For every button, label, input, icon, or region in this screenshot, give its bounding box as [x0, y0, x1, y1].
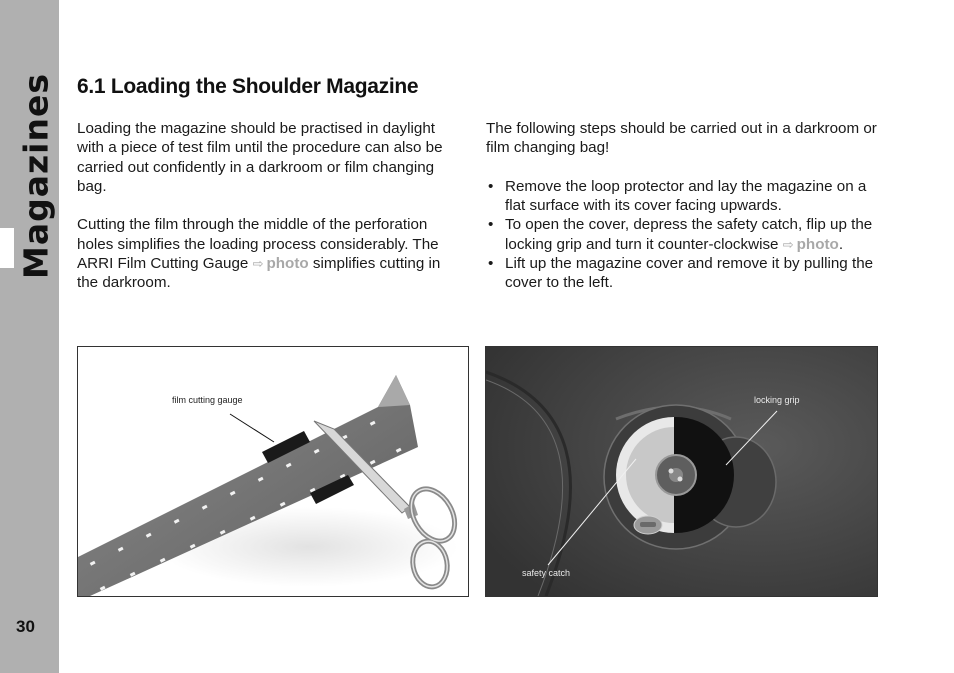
section-title: Magazines	[16, 72, 56, 280]
film-cutting-photo	[77, 346, 469, 597]
photo-reference-link[interactable]	[783, 236, 839, 253]
page-number: 30	[16, 617, 35, 636]
list-item: • Lift up the magazine cover and remove it by pulling the cover to the left.	[486, 254, 881, 293]
list-item: • Remove the loop protector and lay the magazine on a flat surface with its cover facing upwards.	[486, 177, 881, 216]
film-cutting-illustration	[78, 347, 468, 596]
photo-reference-label: photo	[266, 255, 309, 273]
arrow-right-icon: ⇨	[782, 236, 794, 252]
list-item	[486, 215, 881, 254]
right-text-column	[486, 119, 881, 293]
photo-reference-link[interactable]	[253, 255, 309, 272]
sidebar	[0, 0, 59, 673]
steps-list	[486, 177, 881, 293]
photo-caption-safety-catch: safety catch	[522, 568, 571, 578]
photo-caption-locking-grip: locking grip	[754, 395, 800, 405]
photo-reference-label: photo	[796, 235, 839, 253]
photo-caption: film cutting gauge	[172, 395, 243, 405]
list-item-text: To open the cover, depress the safety catch, flip up the locking grip and turn it counter-clockwise	[505, 216, 873, 253]
magazine-cover-photo	[485, 346, 878, 597]
section-tab-marker	[0, 228, 14, 268]
left-text-column	[77, 119, 459, 312]
page-heading: 6.1 Loading the Shoulder Magazine	[77, 75, 419, 98]
list-item-text: .	[838, 235, 844, 253]
magazine-cover-illustration	[486, 347, 877, 596]
paragraph-text: simplifies cutting in the darkroom.	[77, 255, 441, 292]
paragraph	[77, 215, 459, 292]
paragraph: Loading the magazine should be practised in daylight with a piece of test film until the procedure can also be carried out confidently in a darkroom or film changing bag.	[77, 120, 443, 195]
paragraph: The following steps should be carried out in a darkroom or film changing bag!	[486, 120, 877, 157]
paragraph-text: Cutting the film through the middle of the perforation holes simplifies the loading process considerably. The ARRI Film Cutting Gauge	[77, 216, 439, 273]
arrow-right-icon: ⇨	[252, 256, 264, 272]
